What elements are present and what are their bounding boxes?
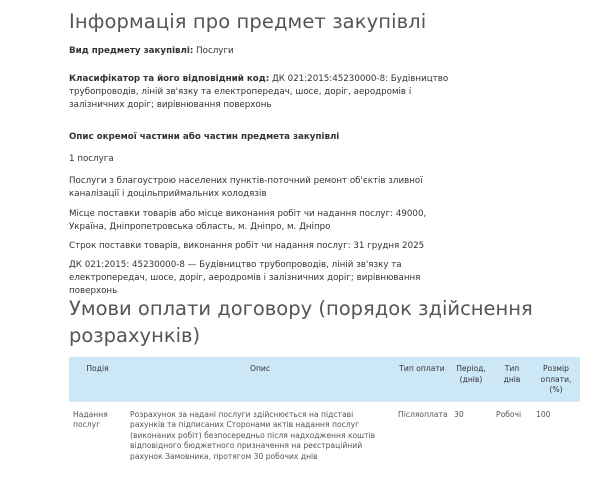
col-header-period: Період, (днів) bbox=[450, 357, 492, 401]
classifier-full: ДК 021:2015: 45230000-8 — Будівництво трубопроводів, ліній зв'язку та електропередач, шосе, доріг, аеродромів і залізничних доріг; вирівнювання поверхонь bbox=[69, 260, 421, 296]
classifier bbox=[69, 73, 459, 112]
table-header-row bbox=[69, 357, 580, 401]
procurement-type-value: Послуги bbox=[193, 46, 234, 56]
col-header-day-type: Тип днів bbox=[492, 357, 532, 401]
procurement-type bbox=[69, 45, 459, 58]
delivery-place: Місце поставки товарів або місце виконання робіт чи надання послуг: 49000, Україна, Дніпропетровська область, м. Дніпро, м. Дніпро bbox=[69, 209, 427, 232]
delivery-deadline: Строк поставки товарів, виконання робіт чи надання послуг: 31 грудня 2025 bbox=[69, 241, 425, 251]
cell-description: Розрахунок за надані послуги здійснюється на підставі рахунків та підписаних Сторонами актів надання послуг (виконаних робіт) безпосередньо після надходження коштів відповідного бюджетного призначення на реєстраційний рахунок Замовника, протягом 30 робочих днів bbox=[130, 409, 376, 461]
cell-amount: 100 bbox=[536, 409, 551, 419]
section-title-subject: Інформація про предмет закупівлі bbox=[69, 10, 427, 33]
quantity: 1 послуга bbox=[69, 154, 114, 164]
section-title-payment: Умови оплати договору (порядок здійснення розрахунків) bbox=[69, 297, 533, 347]
cell-day-type: Робочі bbox=[496, 409, 522, 419]
col-header-payment-type: Тип оплати bbox=[394, 357, 450, 401]
service-description: Послуги з благоустрою населених пунктів-поточний ремонт об'єктів зливної каналізації і доцільприймальних колодязів bbox=[69, 176, 423, 199]
classifier-label: Класифікатор та його відповідний код: bbox=[69, 74, 270, 84]
table-row bbox=[69, 401, 580, 466]
cell-period: 30 bbox=[454, 409, 464, 419]
payment-terms-table bbox=[69, 357, 580, 466]
procurement-type-label: Вид предмету закупівлі: bbox=[69, 46, 194, 56]
col-header-description: Опис bbox=[126, 357, 394, 401]
cell-event: Надання послуг bbox=[73, 409, 108, 429]
classifier-value: ДК 021:2015:45230000-8: Будівництво трубопроводів, ліній зв'язку та електропередач, шосе, доріг, аеродромів і залізничних доріг; вирівнювання поверхонь bbox=[69, 74, 449, 110]
col-header-amount: Розмір оплати, (%) bbox=[532, 357, 580, 401]
part-description-heading: Опис окремої частини або частин предмета закупівлі bbox=[69, 132, 340, 142]
cell-payment-type: Післяоплата bbox=[398, 409, 448, 419]
col-header-event: Подія bbox=[69, 357, 126, 401]
